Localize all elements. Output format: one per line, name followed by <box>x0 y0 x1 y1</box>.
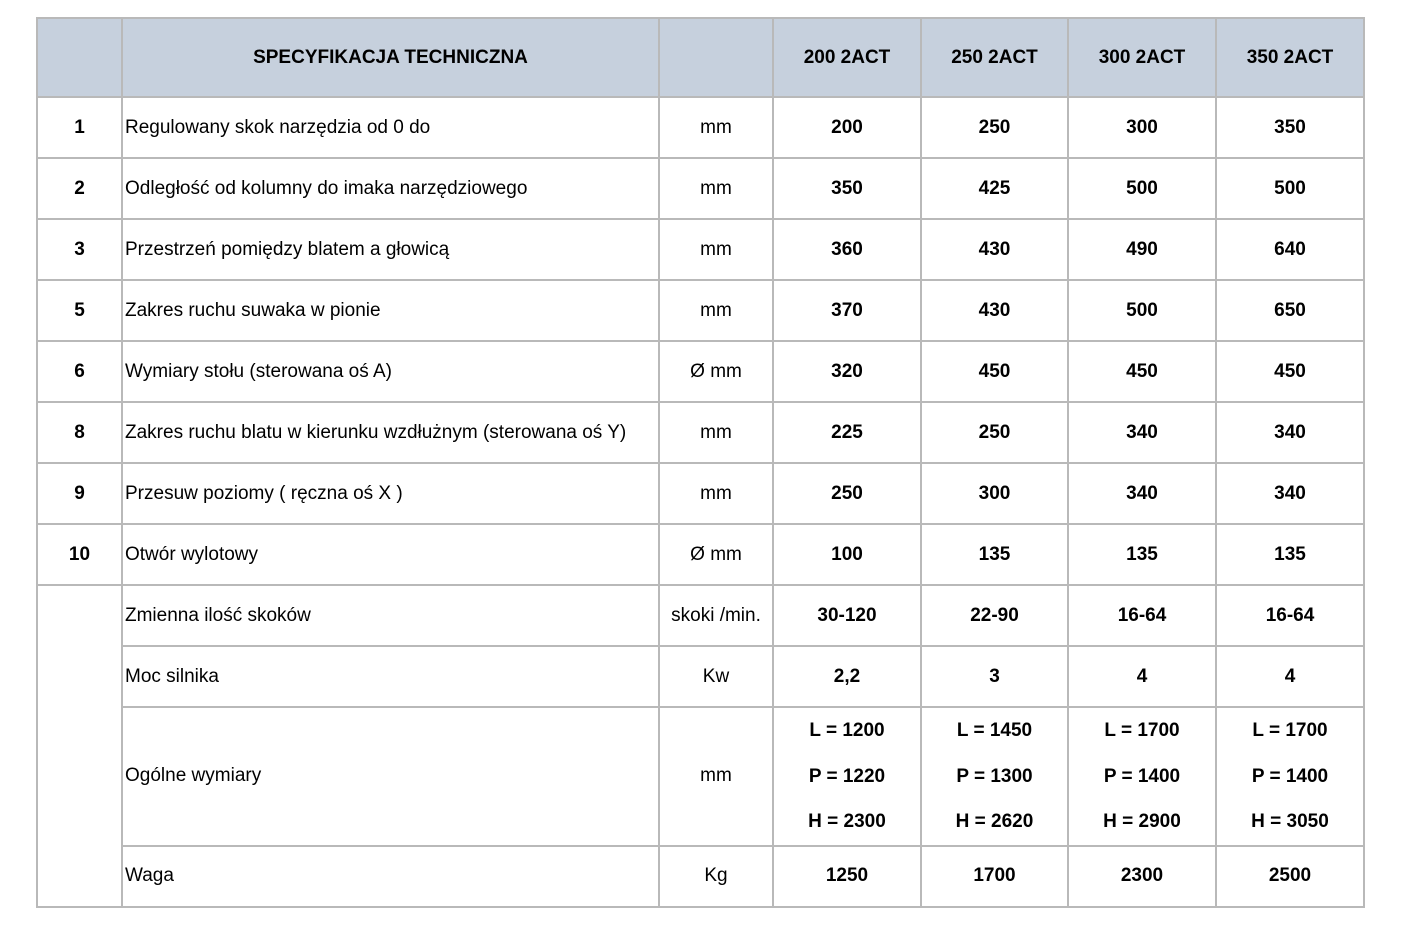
table-row <box>37 707 1364 846</box>
table-row <box>37 585 1364 646</box>
row-value: 340 <box>1216 402 1364 463</box>
row-value: 250 <box>773 463 921 524</box>
row-value: 500 <box>1068 158 1216 219</box>
table-row <box>37 402 1364 463</box>
header-model: 200 2ACT <box>773 18 921 97</box>
row-unit: Kw <box>659 646 773 707</box>
row-unit: mm <box>659 97 773 158</box>
dimension-width: P = 1300 <box>956 765 1033 787</box>
row-unit: mm <box>659 463 773 524</box>
row-value: 200 <box>773 97 921 158</box>
row-description: Regulowany skok narzędzia od 0 do <box>122 97 659 158</box>
row-value: 500 <box>1068 280 1216 341</box>
row-unit: Ø mm <box>659 341 773 402</box>
row-unit: skoki /min. <box>659 585 773 646</box>
row-description: Przesuw poziomy ( ręczna oś X ) <box>122 463 659 524</box>
row-value: 430 <box>921 280 1068 341</box>
row-value: 16-64 <box>1068 585 1216 646</box>
row-value: 430 <box>921 219 1068 280</box>
row-number: 9 <box>37 463 122 524</box>
table-row <box>37 846 1364 907</box>
table-row <box>37 646 1364 707</box>
row-value: 360 <box>773 219 921 280</box>
row-value: 320 <box>773 341 921 402</box>
row-value: 350 <box>1216 97 1364 158</box>
table-row <box>37 219 1364 280</box>
row-value: 340 <box>1068 402 1216 463</box>
row-value: 450 <box>1068 341 1216 402</box>
table-row <box>37 463 1364 524</box>
row-description: Ogólne wymiary <box>122 707 659 846</box>
row-value: 370 <box>773 280 921 341</box>
table-row <box>37 158 1364 219</box>
table-row <box>37 97 1364 158</box>
row-number: 5 <box>37 280 122 341</box>
row-value: 1250 <box>773 846 921 907</box>
dimensions-value <box>1216 707 1364 846</box>
row-description: Zmienna ilość skoków <box>122 585 659 646</box>
row-value: 100 <box>773 524 921 585</box>
row-unit: Kg <box>659 846 773 907</box>
table-row <box>37 341 1364 402</box>
row-value: 500 <box>1216 158 1364 219</box>
row-value: 350 <box>773 158 921 219</box>
merged-number-cell <box>37 585 122 907</box>
row-value: 425 <box>921 158 1068 219</box>
row-number: 2 <box>37 158 122 219</box>
dimension-height: H = 2620 <box>955 811 1034 832</box>
row-value: 250 <box>921 402 1068 463</box>
dimension-width: P = 1400 <box>1103 765 1181 787</box>
header-row <box>37 18 1364 97</box>
header-model: 300 2ACT <box>1068 18 1216 97</box>
row-value: 640 <box>1216 219 1364 280</box>
dimensions-value <box>921 707 1068 846</box>
row-value: 135 <box>1216 524 1364 585</box>
header-model: 350 2ACT <box>1216 18 1364 97</box>
row-unit: mm <box>659 158 773 219</box>
row-description: Wymiary stołu (sterowana oś A) <box>122 341 659 402</box>
dimensions-value <box>773 707 921 846</box>
row-value: 450 <box>1216 341 1364 402</box>
table-row <box>37 280 1364 341</box>
row-description: Otwór wylotowy <box>122 524 659 585</box>
row-value: 135 <box>1068 524 1216 585</box>
row-value: 225 <box>773 402 921 463</box>
table-row <box>37 524 1364 585</box>
row-unit: mm <box>659 219 773 280</box>
row-value: 300 <box>1068 97 1216 158</box>
row-unit: mm <box>659 280 773 341</box>
dimension-width: P = 1400 <box>1251 765 1329 787</box>
row-description: Zakres ruchu suwaka w pionie <box>122 280 659 341</box>
dimension-height: H = 2900 <box>1103 811 1181 832</box>
row-description: Odległość od kolumny do imaka narzędziowego <box>122 158 659 219</box>
row-value: 22-90 <box>921 585 1068 646</box>
dimension-length: L = 1450 <box>956 720 1033 741</box>
row-unit: Ø mm <box>659 524 773 585</box>
header-title: SPECYFIKACJA TECHNICZNA <box>122 18 659 97</box>
header-unit-cell <box>659 18 773 97</box>
dimension-length: L = 1700 <box>1104 720 1180 741</box>
row-value: 300 <box>921 463 1068 524</box>
row-value: 1700 <box>921 846 1068 907</box>
row-description: Przestrzeń pomiędzy blatem a głowicą <box>122 219 659 280</box>
row-value: 2500 <box>1216 846 1364 907</box>
row-value: 340 <box>1068 463 1216 524</box>
dimensions-value <box>1068 707 1216 846</box>
dimension-length: L = 1700 <box>1252 720 1328 741</box>
row-value: 2300 <box>1068 846 1216 907</box>
row-value: 490 <box>1068 219 1216 280</box>
row-description: Waga <box>122 846 659 907</box>
row-value: 650 <box>1216 280 1364 341</box>
row-unit: mm <box>659 402 773 463</box>
row-number: 6 <box>37 341 122 402</box>
row-value: 340 <box>1216 463 1364 524</box>
row-description: Zakres ruchu blatu w kierunku wzdłużnym (sterowana oś Y) <box>122 402 659 463</box>
row-number: 1 <box>37 97 122 158</box>
row-number: 3 <box>37 219 122 280</box>
dimension-height: H = 3050 <box>1251 811 1329 832</box>
header-num-cell <box>37 18 122 97</box>
row-value: 250 <box>921 97 1068 158</box>
row-value: 4 <box>1216 646 1364 707</box>
row-value: 135 <box>921 524 1068 585</box>
dimension-length: L = 1200 <box>809 720 885 741</box>
row-value: 30-120 <box>773 585 921 646</box>
row-value: 4 <box>1068 646 1216 707</box>
row-value: 2,2 <box>773 646 921 707</box>
dimension-width: P = 1220 <box>808 765 886 787</box>
dimension-height: H = 2300 <box>808 811 886 832</box>
row-value: 450 <box>921 341 1068 402</box>
specification-table <box>36 17 1365 908</box>
row-number: 10 <box>37 524 122 585</box>
row-value: 16-64 <box>1216 585 1364 646</box>
row-value: 3 <box>921 646 1068 707</box>
row-unit: mm <box>659 707 773 846</box>
row-description: Moc silnika <box>122 646 659 707</box>
row-number: 8 <box>37 402 122 463</box>
header-model: 250 2ACT <box>921 18 1068 97</box>
